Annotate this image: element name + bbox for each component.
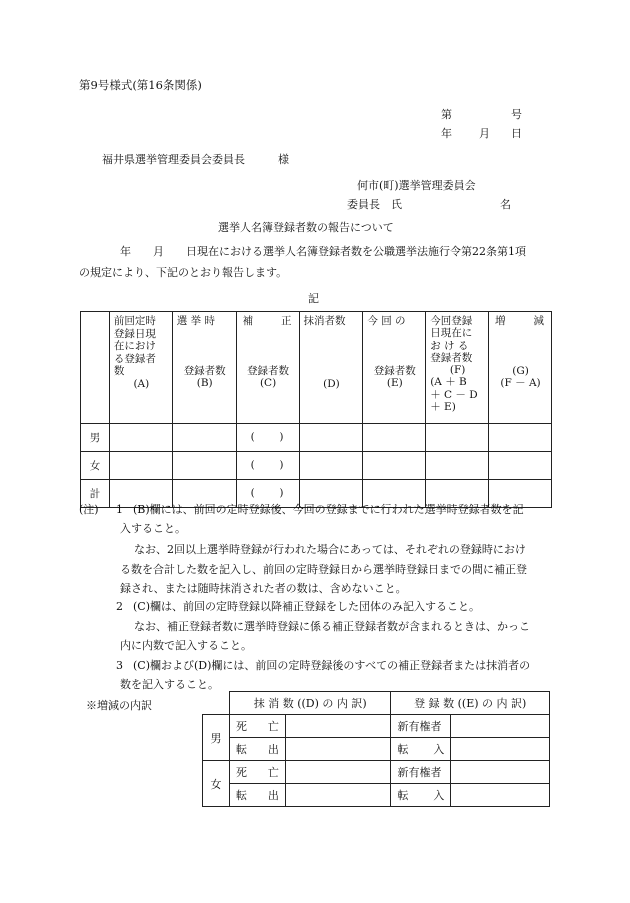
cell-male-e[interactable] [363, 424, 426, 452]
note-2-number: 2 [116, 600, 123, 613]
col-c-mid: 登録者数 [247, 364, 290, 377]
female-new-voter-value[interactable] [451, 761, 550, 784]
registration-table [80, 311, 552, 508]
breakdown-corner [203, 692, 230, 715]
paren-close: ) [279, 431, 284, 443]
row-label-total: 計 [81, 480, 110, 508]
note-1-line-1: (B)欄には、前回の定時登録後、今回の登録までに行われた選挙時登録者数を記 [133, 503, 524, 516]
col-e-code: (E) [386, 377, 403, 389]
col-a-line: る登録者 [113, 352, 156, 365]
col-g-top-left: 増 [495, 315, 506, 327]
cell-male-g[interactable] [489, 424, 552, 452]
note-2-para2-line-1: なお、補正登録者数に選挙時登録に係る補正登録者数が含まれるときは、かっこ [134, 620, 530, 633]
death-1: 死 [235, 720, 247, 733]
note-2-para2-line-2: 内に内数で記入すること。 [120, 639, 252, 652]
doc-number-dai: 第 [441, 108, 452, 121]
ki-label: 記 [308, 292, 319, 305]
col-f-line: ＋ C － D [430, 388, 478, 401]
col-b-code: (B) [196, 377, 213, 389]
breakdown-female: 女 [203, 761, 230, 807]
col-b-top: 選 挙 時 [176, 315, 215, 327]
male-move-in-value[interactable] [451, 738, 550, 761]
note-1-para2-line-2: る数を合計した数を記入し、前回の定時登録日から選挙時登録日までの間に補正登 [120, 563, 527, 576]
col-f-line: 登録者数 [430, 351, 473, 364]
col-b-mid: 登録者数 [183, 364, 226, 377]
col-c-top-right: 正 [281, 315, 292, 327]
move-in-2: 入 [433, 789, 445, 802]
col-e-mid: 登録者数 [373, 364, 416, 377]
male-move-out-value[interactable] [285, 738, 391, 761]
male-new-voter-value[interactable] [451, 715, 550, 738]
move-in-1: 転 [397, 743, 409, 756]
date-day: 日 [511, 127, 522, 140]
female-death-value[interactable] [285, 761, 391, 784]
paren-close: ) [279, 487, 284, 499]
document-title: 選挙人名簿登録者数の報告について [218, 221, 394, 234]
cell-male-f[interactable] [426, 424, 489, 452]
cell-female-c[interactable] [236, 452, 299, 480]
col-f-code: (F) [449, 364, 466, 377]
date-year: 年 [441, 127, 452, 140]
body-line-1: 年 月 日現在における選挙人名簿登録者数を公職選挙法施行令第22条第1項 [120, 245, 526, 258]
col-a-line: 数 [113, 365, 125, 377]
col-g-formula: (F － A) [500, 377, 541, 389]
note-1-para2-line-1: なお、2回以上選挙時登録が行われた場合にあっては、それぞれの登録時におけ [134, 543, 526, 556]
paren-open: ( [250, 487, 255, 499]
breakdown-head-right: 登 録 数 ((E) の 内 訳) [391, 692, 550, 715]
cell-female-d[interactable] [299, 452, 363, 480]
note-3-line-1: (C)欄および(D)欄には、前回の定時登録後のすべての補正登録者または抹消者の [133, 659, 531, 672]
header-col-c [236, 312, 299, 424]
cell-male-a[interactable] [109, 424, 172, 452]
female-move-in-value[interactable] [451, 784, 550, 807]
notes-label: (注) [79, 503, 99, 516]
cell-female-f[interactable] [426, 452, 489, 480]
sender-mei: 名 [500, 198, 511, 211]
breakdown-head-left: 抹 消 数 ((D) の 内 訳) [229, 692, 391, 715]
col-f-line: 今回登録 [430, 315, 473, 327]
cell-female-b[interactable] [172, 452, 236, 480]
col-a-line: 在におけ [113, 340, 156, 352]
col-a-code: (A) [133, 377, 150, 390]
row-label-female: 女 [81, 452, 110, 480]
move-out-1: 転 [235, 743, 247, 756]
doc-number-go: 号 [511, 108, 522, 121]
note-3-line-2: 数を記入すること。 [120, 678, 219, 691]
sender-org: 何市(町)選挙管理委員会 [357, 179, 476, 192]
breakdown-male: 男 [203, 715, 230, 761]
cell-female-e[interactable] [363, 452, 426, 480]
header-col-f [426, 312, 489, 424]
male-death-value[interactable] [285, 715, 391, 738]
move-out-2: 出 [267, 743, 279, 756]
death-1: 死 [235, 766, 247, 779]
header-col-a [109, 312, 172, 424]
col-a-line: 登録日現 [113, 327, 156, 340]
note-1-line-2: 入すること。 [120, 522, 186, 535]
col-c-top-left: 補 [242, 315, 254, 327]
cell-female-g[interactable] [489, 452, 552, 480]
cell-male-b[interactable] [172, 424, 236, 452]
note-1-number: 1 [116, 503, 123, 516]
header-col-b [172, 312, 236, 424]
cell-male-c[interactable] [236, 424, 299, 452]
header-col-d [299, 312, 363, 424]
breakdown-table [202, 691, 550, 807]
date-month: 月 [479, 127, 490, 140]
col-g-top-right: 減 [533, 315, 544, 327]
header-col-g [489, 312, 552, 424]
row-label-male: 男 [81, 424, 110, 452]
move-out-2: 出 [267, 789, 279, 802]
paren-open: ( [250, 431, 255, 443]
note-3-number: 3 [116, 659, 123, 672]
col-f-line: (A ＋ B [430, 376, 467, 389]
form-number: 第9号様式(第16条関係) [79, 78, 202, 92]
header-blank [81, 312, 110, 424]
note-2-line-1: (C)欄は、前回の定時登録以降補正登録をした団体のみ記入すること。 [133, 600, 480, 613]
death-2: 亡 [267, 720, 279, 733]
move-in-2: 入 [433, 743, 445, 756]
paren-close: ) [279, 459, 284, 471]
new-voter-label: 新有権者 [391, 761, 451, 784]
addressee-sama: 様 [278, 153, 289, 166]
cell-male-d[interactable] [299, 424, 363, 452]
col-a-line: 前回定時 [113, 315, 156, 327]
breakdown-label: ※増減の内訳 [86, 699, 152, 712]
col-f-line: お け る [430, 339, 469, 352]
body-line-2: の規定により、下記のとおり報告します。 [79, 266, 288, 279]
col-e-top: 今 回 の [367, 315, 406, 327]
col-g-code: (G) [512, 364, 529, 377]
addressee-name: 福井県選挙管理委員会委員長 [102, 153, 245, 166]
death-2: 亡 [267, 766, 279, 779]
sender-title: 委員長 氏 [347, 198, 402, 211]
col-f-line: ＋ E) [430, 401, 456, 414]
move-out-1: 転 [235, 789, 247, 802]
new-voter-label: 新有権者 [391, 715, 451, 738]
note-1-para2-line-3: 録され、または随時抹消された者の数は、含めないこと。 [120, 582, 407, 595]
female-move-out-value[interactable] [285, 784, 391, 807]
paren-open: ( [250, 459, 255, 471]
col-d-code: (D) [323, 377, 340, 390]
header-col-e [363, 312, 426, 424]
col-c-code: (C) [259, 377, 277, 389]
col-f-line: 日現在に [430, 327, 473, 340]
col-d-top: 抹消者数 [303, 315, 346, 327]
move-in-1: 転 [397, 789, 409, 802]
cell-female-a[interactable] [109, 452, 172, 480]
